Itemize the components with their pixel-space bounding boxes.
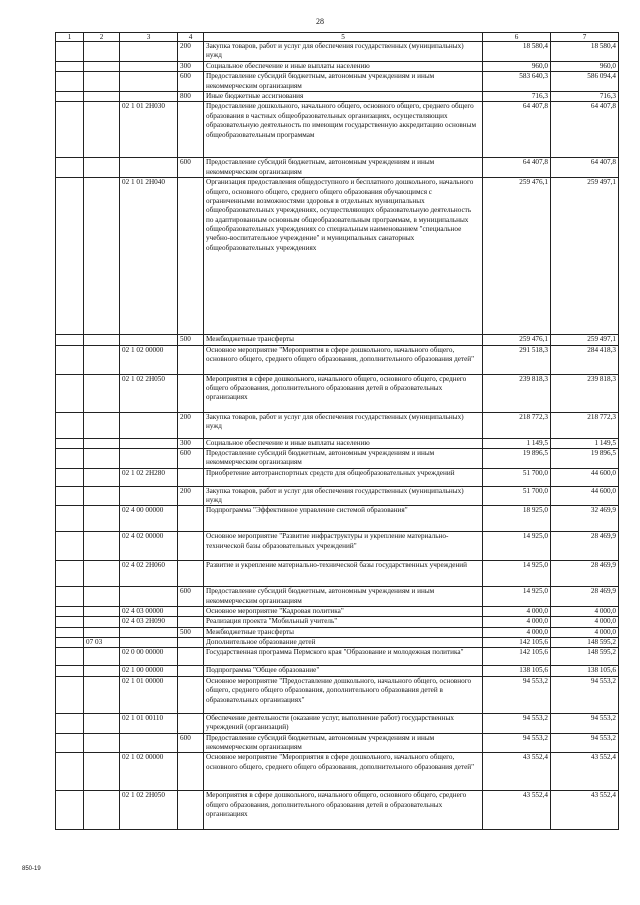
- row-section-code: [56, 506, 84, 532]
- row-expense-type: 500: [178, 335, 204, 345]
- row-amount-year-1: 1 149,5: [483, 438, 551, 448]
- table-row: [56, 345, 619, 374]
- row-amount-year-1: 64 407,8: [483, 158, 551, 178]
- row-amount-year-1: 51 700,0: [483, 468, 551, 486]
- row-section-code: [56, 158, 84, 178]
- row-amount-year-1: 138 105,6: [483, 666, 551, 676]
- row-subsection-code: [84, 648, 120, 666]
- row-target-code: [120, 62, 178, 72]
- row-target-code: [120, 72, 178, 92]
- row-description: Закупка товаров, работ и услуг для обеспечения государственных (муниципальных) нужд: [204, 412, 483, 438]
- row-expense-type: 600: [178, 587, 204, 607]
- table-row: [56, 617, 619, 627]
- row-description: Межбюджетные трансферты: [204, 627, 483, 637]
- row-description: Предоставление субсидий бюджетным, автономным учреждениям и иным некоммерческим организациям: [204, 72, 483, 92]
- row-amount-year-1: 51 700,0: [483, 486, 551, 506]
- row-target-code: [120, 92, 178, 102]
- row-amount-year-2: 4 000,0: [551, 607, 619, 617]
- row-amount-year-2: 28 469,9: [551, 561, 619, 587]
- row-expense-type: 200: [178, 486, 204, 506]
- row-expense-type: [178, 638, 204, 648]
- row-amount-year-1: 43 552,4: [483, 791, 551, 830]
- row-target-code: [120, 733, 178, 753]
- row-section-code: [56, 178, 84, 335]
- row-amount-year-2: 94 553,2: [551, 713, 619, 733]
- row-amount-year-1: 259 476,1: [483, 178, 551, 335]
- row-expense-type: [178, 178, 204, 335]
- row-description: Подпрограмма "Эффективное управление системой образования": [204, 506, 483, 532]
- row-amount-year-1: 4 000,0: [483, 607, 551, 617]
- row-expense-type: 800: [178, 92, 204, 102]
- row-amount-year-2: 148 595,2: [551, 638, 619, 648]
- row-description: Основное мероприятие "Кадровая политика": [204, 607, 483, 617]
- row-expense-type: [178, 561, 204, 587]
- row-section-code: [56, 412, 84, 438]
- row-target-code: 02 1 02 2Н280: [120, 468, 178, 486]
- row-description: Основное мероприятие "Мероприятия в сфере дошкольного, начального общего, основного общего, среднего общего образования, дополнительного образования детей": [204, 345, 483, 374]
- table-row: [56, 62, 619, 72]
- row-amount-year-1: 142 105,6: [483, 648, 551, 666]
- row-amount-year-2: 1 149,5: [551, 438, 619, 448]
- row-section-code: [56, 607, 84, 617]
- table-row: [56, 438, 619, 448]
- row-amount-year-2: 138 105,6: [551, 666, 619, 676]
- column-number: 3: [120, 33, 178, 42]
- table-row: [56, 178, 619, 335]
- row-target-code: [120, 42, 178, 62]
- row-amount-year-2: 28 469,9: [551, 587, 619, 607]
- column-number: 6: [483, 33, 551, 42]
- row-subsection-code: [84, 587, 120, 607]
- row-subsection-code: [84, 62, 120, 72]
- row-expense-type: 200: [178, 412, 204, 438]
- row-expense-type: 500: [178, 627, 204, 637]
- row-expense-type: [178, 102, 204, 158]
- row-target-code: 02 1 02 00000: [120, 345, 178, 374]
- table-row: [56, 335, 619, 345]
- row-description: Приобретение автотранспортных средств для общеобразовательных учреждений: [204, 468, 483, 486]
- row-subsection-code: [84, 448, 120, 468]
- column-number-row: [56, 33, 619, 42]
- row-amount-year-2: 94 553,2: [551, 676, 619, 713]
- row-target-code: [120, 335, 178, 345]
- row-description: Социальное обеспечение и иные выплаты населению: [204, 438, 483, 448]
- row-target-code: [120, 412, 178, 438]
- row-amount-year-2: 4 000,0: [551, 627, 619, 637]
- row-section-code: [56, 486, 84, 506]
- row-expense-type: [178, 648, 204, 666]
- row-amount-year-2: 716,3: [551, 92, 619, 102]
- row-subsection-code: [84, 42, 120, 62]
- row-subsection-code: [84, 666, 120, 676]
- row-target-code: 02 1 02 00000: [120, 753, 178, 791]
- table-row: [56, 72, 619, 92]
- row-section-code: [56, 438, 84, 448]
- budget-table-body: [56, 33, 619, 830]
- row-subsection-code: [84, 72, 120, 92]
- row-target-code: [120, 486, 178, 506]
- row-expense-type: [178, 753, 204, 791]
- row-expense-type: [178, 532, 204, 561]
- table-row: [56, 42, 619, 62]
- row-amount-year-2: 44 600,0: [551, 486, 619, 506]
- row-subsection-code: [84, 335, 120, 345]
- row-description: Государственная программа Пермского края "Образование и молодежная политика": [204, 648, 483, 666]
- row-amount-year-1: 4 000,0: [483, 617, 551, 627]
- row-amount-year-1: 239 818,3: [483, 374, 551, 412]
- row-amount-year-2: 43 552,4: [551, 753, 619, 791]
- row-description: Закупка товаров, работ и услуг для обеспечения государственных (муниципальных) нужд: [204, 42, 483, 62]
- row-amount-year-2: 28 469,9: [551, 532, 619, 561]
- table-row: [56, 791, 619, 830]
- row-expense-type: 600: [178, 448, 204, 468]
- column-number: 4: [178, 33, 204, 42]
- row-description: Основное мероприятие "Предоставление дошкольного, начального общего, основного общего, среднего общего образования, дополнительного образования детей в образовательных организациях": [204, 676, 483, 713]
- table-row: [56, 92, 619, 102]
- column-number: 2: [84, 33, 120, 42]
- row-subsection-code: [84, 617, 120, 627]
- row-amount-year-2: 18 580,4: [551, 42, 619, 62]
- row-amount-year-1: 259 476,1: [483, 335, 551, 345]
- row-amount-year-1: 14 925,0: [483, 561, 551, 587]
- row-expense-type: 300: [178, 62, 204, 72]
- row-target-code: 02 4 02 00000: [120, 532, 178, 561]
- row-subsection-code: [84, 713, 120, 733]
- row-amount-year-1: 43 552,4: [483, 753, 551, 791]
- row-description: Подпрограмма "Общее образование": [204, 666, 483, 676]
- column-number: 1: [56, 33, 84, 42]
- row-section-code: [56, 733, 84, 753]
- row-description: Мероприятия в сфере дошкольного, начального общего, основного общего, среднего общего образования, дополнительного образования детей в образовательных организациях: [204, 374, 483, 412]
- row-section-code: [56, 42, 84, 62]
- row-amount-year-2: 239 818,3: [551, 374, 619, 412]
- row-description: Дополнительное образование детей: [204, 638, 483, 648]
- row-expense-type: 600: [178, 733, 204, 753]
- row-target-code: 02 1 01 00000: [120, 676, 178, 713]
- row-description: Предоставление субсидий бюджетным, автономным учреждениям и иным некоммерческим организациям: [204, 448, 483, 468]
- column-number: 5: [204, 33, 483, 42]
- row-section-code: [56, 587, 84, 607]
- row-section-code: [56, 666, 84, 676]
- row-description: Мероприятия в сфере дошкольного, начального общего, основного общего, среднего общего образования, дополнительного образования детей в образовательных организациях: [204, 791, 483, 830]
- row-description: Реализация проекта "Мобильный учитель": [204, 617, 483, 627]
- row-amount-year-1: 716,3: [483, 92, 551, 102]
- row-expense-type: [178, 607, 204, 617]
- row-subsection-code: [84, 178, 120, 335]
- column-number: 7: [551, 33, 619, 42]
- row-amount-year-1: 94 553,2: [483, 676, 551, 713]
- row-expense-type: [178, 345, 204, 374]
- row-amount-year-1: 142 105,6: [483, 638, 551, 648]
- row-description: Социальное обеспечение и иные выплаты населению: [204, 62, 483, 72]
- row-amount-year-2: 284 418,3: [551, 345, 619, 374]
- row-description: Предоставление дошкольного, начального общего, основного общего, среднего общего образования в частных общеобразовательных организациях, осуществляющих образовательную деятельность по имеющим государственную аккредитацию основным общеобразовательным программам: [204, 102, 483, 158]
- row-subsection-code: [84, 345, 120, 374]
- table-row: [56, 561, 619, 587]
- row-section-code: [56, 561, 84, 587]
- row-target-code: [120, 627, 178, 637]
- row-amount-year-1: 18 580,4: [483, 42, 551, 62]
- row-expense-type: 200: [178, 42, 204, 62]
- row-target-code: 02 4 00 00000: [120, 506, 178, 532]
- row-expense-type: [178, 468, 204, 486]
- row-target-code: 02 1 00 00000: [120, 666, 178, 676]
- row-amount-year-1: 583 640,3: [483, 72, 551, 92]
- row-expense-type: [178, 713, 204, 733]
- row-description: Закупка товаров, работ и услуг для обеспечения государственных (муниципальных) нужд: [204, 486, 483, 506]
- row-amount-year-2: 94 553,2: [551, 733, 619, 753]
- row-target-code: 02 4 03 00000: [120, 607, 178, 617]
- row-amount-year-2: 148 595,2: [551, 648, 619, 666]
- row-description: Развитие и укрепление материально-технической базы государственных учреждений: [204, 561, 483, 587]
- row-description: Иные бюджетные ассигнования: [204, 92, 483, 102]
- row-amount-year-2: 44 600,0: [551, 468, 619, 486]
- row-section-code: [56, 92, 84, 102]
- table-row: [56, 648, 619, 666]
- row-description: Межбюджетные трансферты: [204, 335, 483, 345]
- table-row: [56, 374, 619, 412]
- row-amount-year-2: 4 000,0: [551, 617, 619, 627]
- row-amount-year-2: 218 772,3: [551, 412, 619, 438]
- row-amount-year-1: 218 772,3: [483, 412, 551, 438]
- row-subsection-code: [84, 532, 120, 561]
- row-subsection-code: [84, 733, 120, 753]
- row-subsection-code: [84, 468, 120, 486]
- row-section-code: [56, 72, 84, 92]
- row-section-code: [56, 627, 84, 637]
- row-amount-year-2: 32 469,9: [551, 506, 619, 532]
- row-subsection-code: [84, 627, 120, 637]
- row-description: Обеспечение деятельности (оказание услуг, выполнение работ) государственных учреждений (организаций): [204, 713, 483, 733]
- row-subsection-code: [84, 102, 120, 158]
- table-row: [56, 666, 619, 676]
- table-row: [56, 733, 619, 753]
- row-amount-year-1: 14 925,0: [483, 532, 551, 561]
- row-expense-type: [178, 374, 204, 412]
- row-section-code: [56, 345, 84, 374]
- row-amount-year-1: 291 518,3: [483, 345, 551, 374]
- row-section-code: [56, 713, 84, 733]
- row-subsection-code: [84, 607, 120, 617]
- row-section-code: [56, 532, 84, 561]
- row-amount-year-2: 960,0: [551, 62, 619, 72]
- row-amount-year-1: 14 925,0: [483, 587, 551, 607]
- row-amount-year-2: 259 497,1: [551, 335, 619, 345]
- row-description: Предоставление субсидий бюджетным, автономным учреждениям и иным некоммерческим организациям: [204, 587, 483, 607]
- row-subsection-code: [84, 676, 120, 713]
- table-row: [56, 102, 619, 158]
- row-amount-year-2: 19 896,5: [551, 448, 619, 468]
- row-amount-year-1: 94 553,2: [483, 713, 551, 733]
- row-subsection-code: [84, 506, 120, 532]
- row-amount-year-1: 19 896,5: [483, 448, 551, 468]
- row-section-code: [56, 638, 84, 648]
- table-row: [56, 587, 619, 607]
- row-expense-type: [178, 666, 204, 676]
- row-section-code: [56, 753, 84, 791]
- row-section-code: [56, 648, 84, 666]
- row-target-code: 02 1 02 2Н050: [120, 791, 178, 830]
- table-row: [56, 158, 619, 178]
- table-row: [56, 468, 619, 486]
- table-row: [56, 506, 619, 532]
- row-section-code: [56, 617, 84, 627]
- row-target-code: [120, 448, 178, 468]
- row-description: Организация предоставления общедоступного и бесплатного дошкольного, начального общего, основного общего, среднего общего образования обучающимся с ограниченными возможностями здоровья в отдельных муниципальных общеобразовательных учреждениях, осуществляющих образовательную деятельность по адаптированным основным общеобразовательным программам, в муниципальных общеобразовательных учреждениях со специальным наименованием "специальное учебно-воспитательное учреждение" и муниципальных санаторных общеобразовательных учреждениях: [204, 178, 483, 335]
- row-description: Основное мероприятие "Развитие инфраструктуры и укрепление материально-технической базы образовательных учреждений": [204, 532, 483, 561]
- table-row: [56, 638, 619, 648]
- row-subsection-code: [84, 374, 120, 412]
- table-row: [56, 607, 619, 617]
- row-expense-type: [178, 676, 204, 713]
- page-number: 28: [316, 17, 324, 26]
- row-subsection-code: [84, 438, 120, 448]
- row-section-code: [56, 676, 84, 713]
- row-amount-year-2: 43 552,4: [551, 791, 619, 830]
- row-subsection-code: [84, 791, 120, 830]
- row-target-code: [120, 438, 178, 448]
- row-amount-year-1: 94 553,2: [483, 733, 551, 753]
- table-row: [56, 627, 619, 637]
- row-section-code: [56, 62, 84, 72]
- table-row: [56, 486, 619, 506]
- row-amount-year-2: 259 497,1: [551, 178, 619, 335]
- row-subsection-code: [84, 412, 120, 438]
- row-target-code: 02 1 02 2Н050: [120, 374, 178, 412]
- table-row: [56, 676, 619, 713]
- row-section-code: [56, 468, 84, 486]
- row-amount-year-2: 586 094,4: [551, 72, 619, 92]
- row-target-code: 02 4 02 2Н060: [120, 561, 178, 587]
- row-target-code: 02 1 01 00110: [120, 713, 178, 733]
- row-subsection-code: [84, 92, 120, 102]
- row-section-code: [56, 102, 84, 158]
- budget-table: [55, 32, 619, 830]
- row-expense-type: 600: [178, 158, 204, 178]
- row-expense-type: 600: [178, 72, 204, 92]
- row-section-code: [56, 374, 84, 412]
- table-row: [56, 448, 619, 468]
- row-section-code: [56, 791, 84, 830]
- row-amount-year-2: 64 407,8: [551, 102, 619, 158]
- row-subsection-code: 07 03: [84, 638, 120, 648]
- row-amount-year-2: 64 407,8: [551, 158, 619, 178]
- row-target-code: 02 4 03 2Н090: [120, 617, 178, 627]
- table-row: [56, 412, 619, 438]
- row-target-code: 02 0 00 00000: [120, 648, 178, 666]
- row-expense-type: [178, 791, 204, 830]
- row-subsection-code: [84, 561, 120, 587]
- table-row: [56, 713, 619, 733]
- row-description: Предоставление субсидий бюджетным, автономным учреждениям и иным некоммерческим организациям: [204, 733, 483, 753]
- row-section-code: [56, 335, 84, 345]
- row-expense-type: [178, 506, 204, 532]
- row-amount-year-1: 960,0: [483, 62, 551, 72]
- row-amount-year-1: 4 000,0: [483, 627, 551, 637]
- row-target-code: 02 1 01 2Н040: [120, 178, 178, 335]
- row-target-code: [120, 587, 178, 607]
- row-amount-year-1: 18 925,0: [483, 506, 551, 532]
- row-subsection-code: [84, 158, 120, 178]
- row-description: Предоставление субсидий бюджетным, автономным учреждениям и иным некоммерческим организациям: [204, 158, 483, 178]
- row-subsection-code: [84, 486, 120, 506]
- table-row: [56, 753, 619, 791]
- row-subsection-code: [84, 753, 120, 791]
- row-expense-type: 300: [178, 438, 204, 448]
- row-target-code: [120, 158, 178, 178]
- row-target-code: 02 1 01 2Н030: [120, 102, 178, 158]
- row-target-code: [120, 638, 178, 648]
- row-amount-year-1: 64 407,8: [483, 102, 551, 158]
- table-row: [56, 532, 619, 561]
- row-section-code: [56, 448, 84, 468]
- footer-code: 850-19: [22, 866, 41, 872]
- row-expense-type: [178, 617, 204, 627]
- row-description: Основное мероприятие "Мероприятия в сфере дошкольного, начального общего, основного общего, среднего общего образования, дополнительного образования детей": [204, 753, 483, 791]
